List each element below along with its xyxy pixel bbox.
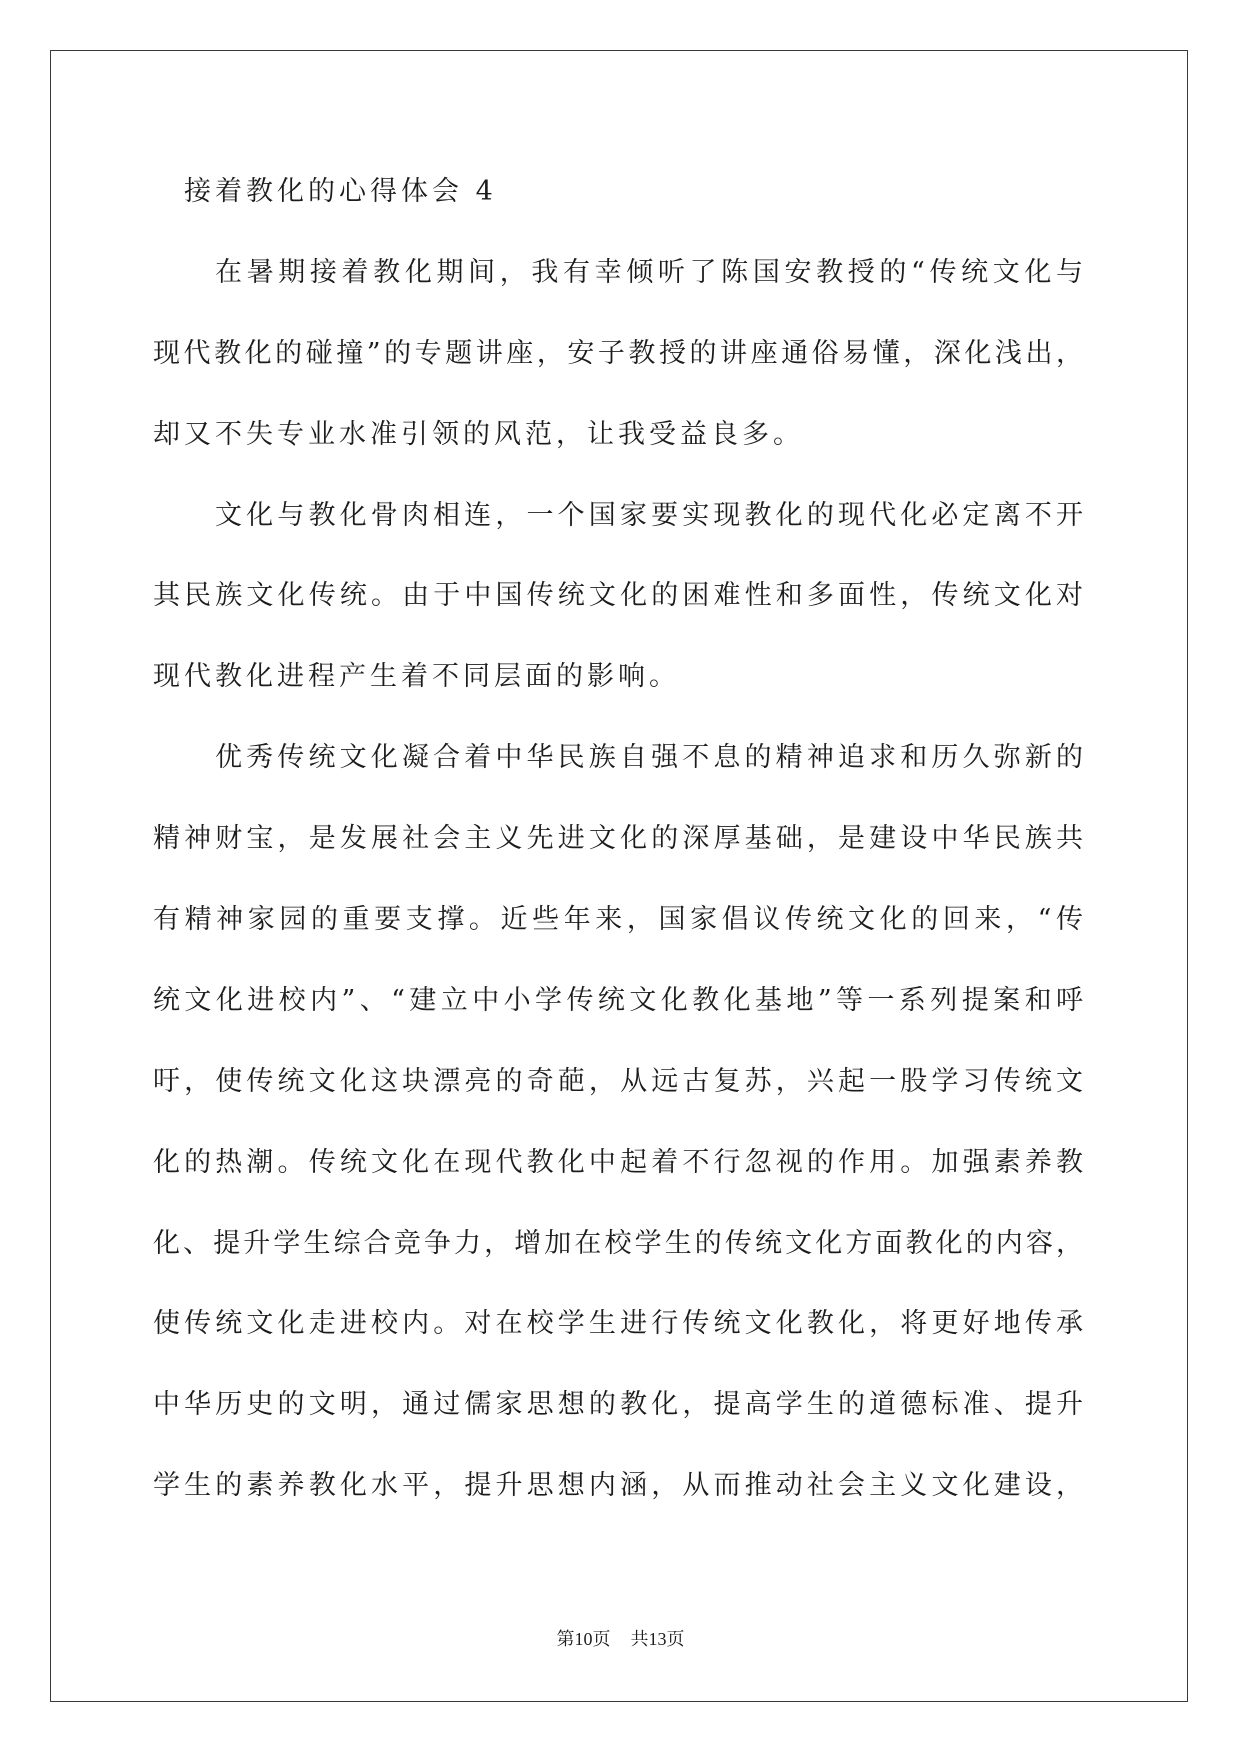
document-title: 接着教化的心得体会 4 xyxy=(184,176,497,207)
paragraph-line: 吁，使传统文化这块漂亮的奇葩，从远古复苏，兴起一股学习传统文 xyxy=(153,1065,1085,1097)
paragraph-1 xyxy=(153,233,1085,476)
paragraph-line: 却又不失专业水准引领的风范，让我受益良多。 xyxy=(153,418,804,450)
paragraph-line: 使传统文化走进校内。对在校学生进行传统文化教化，将更好地传承 xyxy=(153,1308,1085,1340)
paragraph-line: 有精神家园的重要支撑。近些年来，国家倡议传统文化的回来，“传 xyxy=(153,904,1085,936)
paragraph-line: 文化与教化骨肉相连，一个国家要实现教化的现代化必定离不开 xyxy=(215,499,1085,531)
paragraph-line: 学生的素养教化水平，提升思想内涵，从而推动社会主义文化建设， xyxy=(153,1470,1085,1502)
paragraph-3 xyxy=(153,718,1085,1527)
paragraph-2 xyxy=(153,476,1085,719)
paragraph-line: 现代教化的碰撞”的专题讲座，安子教授的讲座通俗易懂，深化浅出， xyxy=(153,337,1085,369)
page-total: 共13页 xyxy=(630,1629,685,1649)
paragraph-line: 在暑期接着教化期间，我有幸倾听了陈国安教授的“传统文化与 xyxy=(215,256,1085,288)
page-number: 第10页 xyxy=(556,1629,611,1649)
paragraph-line: 化的热潮。传统文化在现代教化中起着不行忽视的作用。加强素养教 xyxy=(153,1146,1085,1178)
paragraph-line: 其民族文化传统。由于中国传统文化的困难性和多面性，传统文化对 xyxy=(153,580,1085,612)
paragraph-line: 精神财宝，是发展社会主义先进文化的深厚基础，是建设中华民族共 xyxy=(153,823,1085,855)
paragraph-line: 统文化进校内”、“建立中小学传统文化教化基地”等一系列提案和呼 xyxy=(153,984,1085,1016)
page-footer xyxy=(0,1626,1241,1652)
paragraph-line: 中华历史的文明，通过儒家思想的教化，提高学生的道德标准、提升 xyxy=(153,1389,1085,1421)
document-body xyxy=(153,152,1085,1527)
paragraph-line: 化、提升学生综合竞争力，增加在校学生的传统文化方面教化的内容， xyxy=(153,1227,1085,1259)
paragraph-line: 现代教化进程产生着不同层面的影响。 xyxy=(153,661,680,693)
paragraph-line: 优秀传统文化凝合着中华民族自强不息的精神追求和历久弥新的 xyxy=(215,742,1085,774)
